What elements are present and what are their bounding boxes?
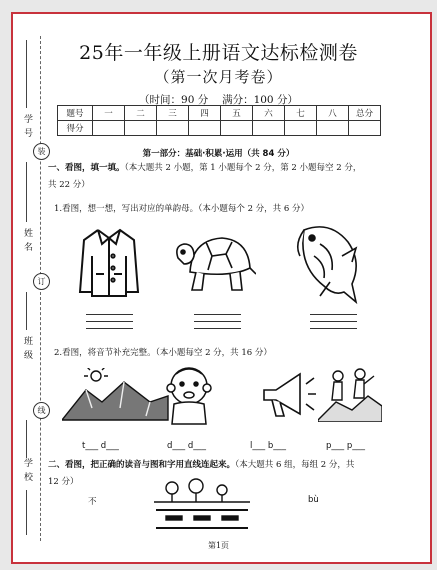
- score-input-cell[interactable]: [157, 121, 189, 136]
- score-cell: 一: [93, 106, 125, 121]
- score-input-cell[interactable]: [285, 121, 317, 136]
- q2-pinyin[interactable]: bù: [308, 495, 319, 505]
- part1-heading: 第一部分：基础·积累·运用（共 84 分）: [142, 149, 295, 159]
- seal-char-zhuang: 装: [33, 143, 50, 160]
- school-blank-lower: [26, 490, 27, 535]
- score-input-cell[interactable]: [317, 121, 349, 136]
- score-input-cell[interactable]: [93, 121, 125, 136]
- score-table-score-row: [58, 121, 381, 136]
- fish-image: [290, 222, 370, 306]
- page-number: 第1页: [207, 541, 230, 550]
- syllable-2: d___ d___: [167, 441, 206, 451]
- score-cell: 题号: [58, 106, 93, 121]
- q2-character[interactable]: 不: [88, 497, 97, 507]
- q1-sub1: 1.看图，想一想，写出对应的单韵母。（本小题每个 2 分，共 6 分）: [54, 204, 309, 214]
- name-label: 姓 名: [22, 228, 32, 252]
- score-cell: 总分: [349, 106, 381, 121]
- q2-desc: （本大题共 6 组，每组 2 分，共: [235, 460, 355, 470]
- score-row-label: 得分: [58, 121, 93, 136]
- climbing-kids-image: [318, 366, 382, 422]
- score-cell: 二: [125, 106, 157, 121]
- syllable-1: t___ d___: [82, 441, 119, 451]
- exam-title: 25年一年级上册语文达标检测卷: [79, 42, 358, 64]
- answer-box-1[interactable]: [86, 314, 133, 335]
- mountain-sun-image: [62, 368, 170, 428]
- exam-time-score: （时间：90 分 满分：100 分）: [139, 94, 298, 106]
- school-label: 学 校: [22, 458, 32, 482]
- score-cell: 三: [157, 106, 189, 121]
- score-cell: 七: [285, 106, 317, 121]
- score-input-cell[interactable]: [349, 121, 381, 136]
- score-cell: 五: [221, 106, 253, 121]
- name-blank: [26, 162, 27, 222]
- seal-char-xian: 线: [33, 402, 50, 419]
- q1-title: 一、看图，填一填。: [48, 163, 125, 173]
- score-table: [57, 105, 381, 136]
- class-label: 班 级: [22, 336, 32, 360]
- syllable-3: l___ b___: [250, 441, 286, 451]
- seal-char-ding: 订: [33, 273, 50, 290]
- score-cell: 八: [317, 106, 349, 121]
- coat-image: [78, 226, 140, 298]
- score-input-cell[interactable]: [253, 121, 285, 136]
- q2-title: 二、看图，把正确的读音与图和字用直线连起来。: [48, 460, 236, 470]
- score-cell: 四: [189, 106, 221, 121]
- megaphone-image: [258, 368, 318, 420]
- q2-desc-cont: 12 分）: [48, 477, 79, 487]
- exam-subtitle: （第一次月考卷）: [154, 68, 283, 86]
- score-input-cell[interactable]: [125, 121, 157, 136]
- score-input-cell[interactable]: [221, 121, 253, 136]
- syllable-4: p___ p___: [326, 441, 365, 451]
- q1-sub2: 2.看图，将音节补充完整。（本小题每空 2 分，共 16 分）: [54, 348, 272, 358]
- road-image[interactable]: [152, 478, 252, 534]
- baby-image: [160, 364, 218, 430]
- q1-desc-cont: 共 22 分）: [48, 180, 90, 190]
- turtle-image: [170, 232, 256, 298]
- school-blank: [26, 420, 27, 458]
- answer-box-3[interactable]: [310, 314, 357, 335]
- q1-heading: [48, 160, 388, 194]
- score-input-cell[interactable]: [189, 121, 221, 136]
- q1-desc: （本大题共 2 小题，第 1 小题每个 2 分，第 2 小题每空 2 分，: [124, 163, 362, 173]
- student-id-label: 学 号: [22, 114, 32, 138]
- score-cell: 六: [253, 106, 285, 121]
- score-table-header-row: [58, 106, 381, 121]
- class-blank: [26, 292, 27, 330]
- answer-box-2[interactable]: [194, 314, 241, 335]
